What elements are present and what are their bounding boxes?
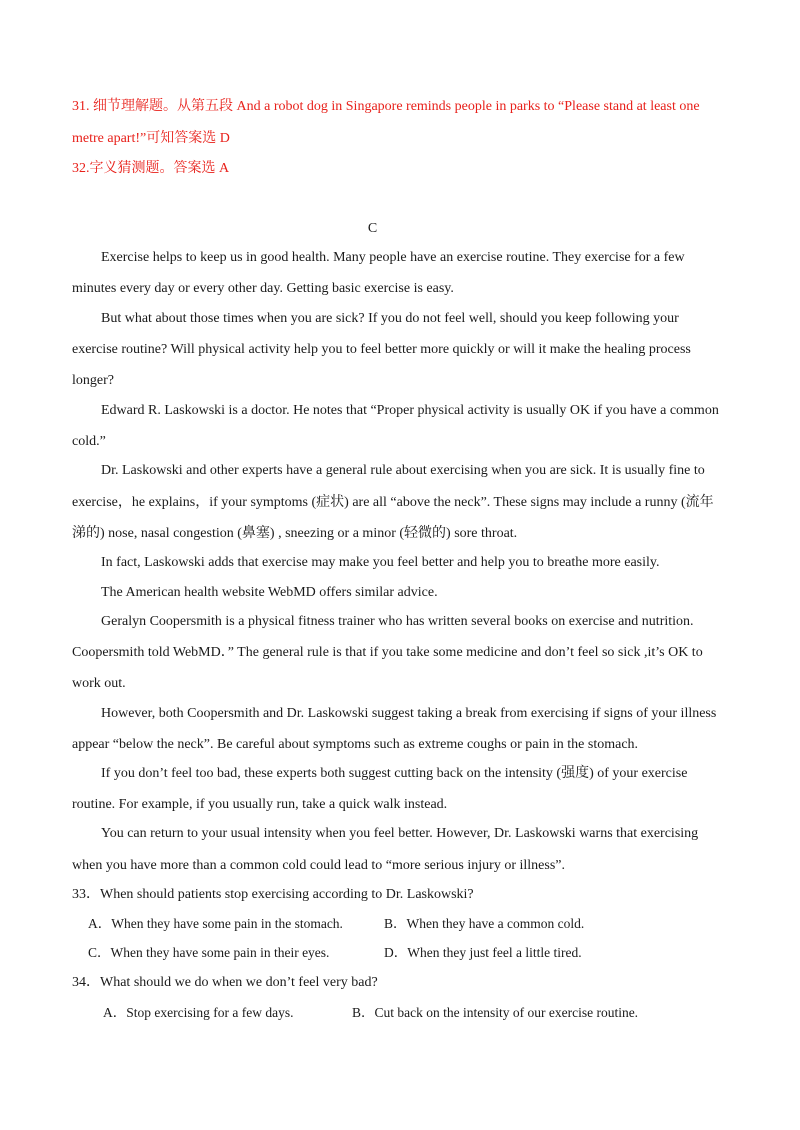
passage-line: If you don’t feel too bad, these experts both suggest cutting back on the intensity (强度) of your exercise xyxy=(101,766,688,781)
passage-line: minutes every day or every other day. Getting basic exercise is easy. xyxy=(72,281,454,296)
passage-line: appear “below the neck”. Be careful about symptoms such as extreme coughs or pain in the stomach. xyxy=(72,737,639,752)
answer-note-line: metre apart!”可知答案选 D xyxy=(72,131,230,146)
passage-line: 涕的) nose, nasal congestion (鼻塞) , sneezing or a minor (轻微的) sore throat. xyxy=(72,526,518,541)
passage-line: Edward R. Laskowski is a doctor. He notes that “Proper physical activity is usually OK if you have a common xyxy=(101,403,719,418)
passage-line: cold.” xyxy=(72,434,106,449)
answer-option: C．When they have some pain in their eyes. xyxy=(88,945,330,960)
answer-option: A．Stop exercising for a few days. xyxy=(103,1005,294,1020)
question-stem: 34．What should we do when we don’t feel very bad? xyxy=(72,975,378,990)
passage-line: when you have more than a common cold could lead to “more serious injury or illness”. xyxy=(72,858,565,873)
question-stem: 33．When should patients stop exercising according to Dr. Laskowski? xyxy=(72,887,474,902)
passage-line: exercise，he explains，if your symptoms (症状) are all “above the neck”. These signs may include a runny (流年 xyxy=(72,495,714,510)
answer-option: D．When they just feel a little tired. xyxy=(384,945,582,960)
passage-line: You can return to your usual intensity when you feel better. However, Dr. Laskowski warns that exercising xyxy=(101,826,699,841)
section-heading: C xyxy=(367,221,378,236)
passage-line: However, both Coopersmith and Dr. Laskowski suggest taking a break from exercising if signs of your illness xyxy=(101,706,717,721)
passage-line: work out. xyxy=(72,676,126,691)
answer-option: B．Cut back on the intensity of our exercise routine. xyxy=(352,1005,639,1020)
passage-line: But what about those times when you are sick? If you do not feel well, should you keep following your xyxy=(101,311,679,326)
passage-line: Geralyn Coopersmith is a physical fitness trainer who has written several books on exercise and nutrition. xyxy=(101,614,694,629)
passage-line: In fact, Laskowski adds that exercise may make you feel better and help you to breathe more easily. xyxy=(101,555,660,570)
passage-line: The American health website WebMD offers similar advice. xyxy=(101,585,438,600)
answer-option: A．When they have some pain in the stomach. xyxy=(88,916,343,931)
passage-line: Dr. Laskowski and other experts have a general rule about exercising when you are sick. It is usually fine to xyxy=(101,463,705,478)
answer-note-line: 32.字义猜测题。答案选 A xyxy=(72,161,230,176)
answer-note-line: 31. 细节理解题。从第五段 And a robot dog in Singapore reminds people in parks to “Please stand at least one xyxy=(72,99,700,114)
passage-line: routine. For example, if you usually run, take a quick walk instead. xyxy=(72,797,448,812)
answer-option: B．When they have a common cold. xyxy=(384,916,585,931)
passage-line: longer? xyxy=(72,373,114,388)
passage-line: Exercise helps to keep us in good health. Many people have an exercise routine. They exercise for a few xyxy=(101,250,685,265)
passage-line: Coopersmith told WebMD．” The general rule is that if you take some medicine and don’t feel so sick ,it’s OK to xyxy=(72,645,703,660)
passage-line: exercise routine? Will physical activity help you to feel better more quickly or will it make the healing process xyxy=(72,342,691,357)
